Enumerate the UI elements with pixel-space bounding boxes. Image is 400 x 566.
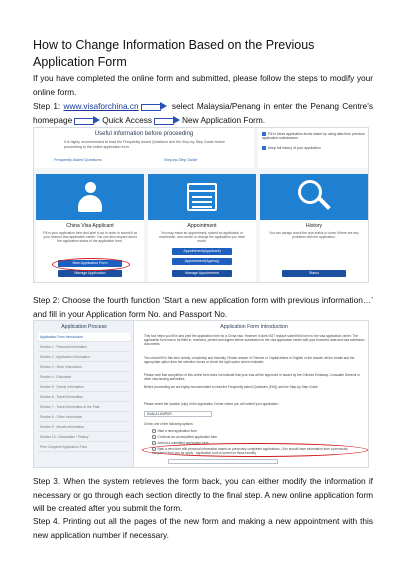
benefit-item: Fill in future application forms easier by using data from previous application submissions [262, 132, 365, 141]
sidebar-item[interactable]: Print Complete Application Form [38, 443, 130, 452]
useful-info-hint: It is highly recommended to read the Frequently Asked Questions and the Step-by-Step Guide before proceeding to the online application form. [64, 140, 225, 149]
step3-paragraph: Step 3. When the system retrieves the form back, you can either modify the information if necessary or go through each section directly to the final step. A new online application form will be created after you submit the form. [33, 476, 373, 513]
person-icon [76, 182, 104, 214]
step1-paragraph [33, 100, 373, 127]
highlight-oval [142, 443, 368, 457]
card-history [260, 174, 368, 282]
guide-link[interactable]: Step-by-Step Guide [164, 158, 198, 162]
card-description: Fill in your application form and print it out in order to submit it at your nearest visa application center. You can also enquire about the application status of the application form. [43, 231, 137, 244]
sidebar-item[interactable]: Section 8 : Other Information [38, 413, 130, 422]
option-radio[interactable]: Continue an uncompleted application form [152, 435, 217, 439]
option-radio[interactable]: Start a new application form [152, 429, 197, 433]
highlight-oval [52, 258, 130, 271]
option-radio[interactable]: Amend a submitted application form [152, 441, 208, 445]
card-title: History [305, 223, 323, 229]
card-title: China Visa Applicant [66, 223, 114, 229]
check-icon [262, 146, 266, 150]
intro-paragraph: If you have completed the online form and submitted, please follow the steps to modify your online form. [33, 73, 373, 97]
arrow-icon [74, 117, 100, 124]
sidebar-item[interactable]: Section 1 : Personal Information [38, 343, 130, 352]
step2-paragraph: Step 2: Choose the fourth function ‘Start a new application form with previous information…’ and fill in your Application form No. and Passport No. [33, 295, 373, 319]
step1-part3: New Application Form. [182, 114, 266, 125]
search-icon [298, 180, 330, 214]
sidebar-item[interactable]: Application Form Introduction [38, 333, 130, 342]
sidebar-item[interactable]: Section 7 : Travel Information in the Past [38, 403, 130, 412]
arrow-icon [154, 117, 180, 124]
passport-input[interactable] [168, 459, 278, 464]
sidebar-item[interactable]: Section 10 : Declaration / Privacy [38, 433, 130, 442]
options-prompt: Check one of the following options: [144, 422, 194, 426]
application-intro-screenshot [33, 320, 369, 468]
radio-icon [152, 429, 156, 433]
useful-info-panel [34, 128, 254, 168]
manage-appointment-button[interactable]: Manage Appointment [172, 270, 232, 277]
card-description: You may make an appointment, submit an application or reschedule, and cancel or change the application you have made. [159, 231, 245, 244]
location-prompt: Please select the location (city) of the Application Center where you will submit your application : [144, 402, 280, 406]
sidebar-item[interactable]: Section 4 : Education [38, 373, 130, 382]
intro-header: Application Form Introduction [220, 324, 288, 330]
faq-link[interactable]: Frequently Asked Questions [54, 158, 102, 162]
manage-application-button[interactable]: Manage Application [58, 270, 122, 277]
sidebar-item[interactable]: Section 9 : Morale Information [38, 423, 130, 432]
appointment-agency-button[interactable]: Appointment(Agency) [172, 258, 232, 265]
sidebar-item[interactable]: Section 5 : Family Information [38, 383, 130, 392]
status-button[interactable]: Status [282, 270, 346, 277]
card-appointment [148, 174, 256, 282]
benefit-item: Keep full history of your application [262, 146, 366, 150]
useful-info-header: Useful information before proceeding [94, 131, 194, 137]
process-header: Application Process [61, 324, 107, 330]
location-select[interactable]: KUALA LUMPUR [144, 411, 212, 417]
step4-paragraph: Step 4. Printing out all the pages of the new form and making a new appointment with this new application number if necessary. [33, 516, 373, 540]
step1-part1: select Malaysia/Penang in enter the Penang Centre’s homepage [33, 101, 373, 125]
intro-text: Before proceeding we are highly recommended to read the Frequently Asked Questions (FAQ) and the Step-by-Step Guide. [144, 385, 319, 389]
step1-part2: Quick Access [102, 114, 153, 125]
arrow-icon [141, 103, 167, 110]
appointment-applicant-button[interactable]: Appointment(Applicant) [172, 248, 232, 255]
benefits-panel [258, 128, 369, 168]
intro-text: You should fill in this form clearly, completely and honestly. Please answer in Chinese or Capital letters in English or the answer will be invalid and the appropriate option from the selection boxes or check the right option where indicated. [144, 356, 355, 364]
page-title: How to Change Information Based on the Previous Application Form [33, 38, 315, 69]
intro-text: Please note that completion of this online form does not indicate that your visa will be approved or issued by the Chinese Embassy, Consulate General or other visa-issuing authorities. [144, 373, 360, 381]
process-sidebar [34, 321, 134, 468]
visaforchina-link[interactable]: www.visaforchina.cn [63, 101, 139, 111]
option-radio[interactable]: Start a new form with personal information based on previously completed applications. (You should have information from a previously completed form you for apply - application form is turned on those results) [152, 447, 348, 455]
homepage-screenshot [33, 127, 369, 283]
card-title: Appointment [187, 223, 217, 229]
sidebar-item[interactable]: Section 3 : Work Information [38, 363, 130, 372]
calendar-icon [187, 183, 217, 211]
card-hero [260, 174, 368, 220]
radio-icon [152, 441, 156, 445]
sidebar-item[interactable]: Section 6 : Travel Information [38, 393, 130, 402]
card-description: You can always check the visa status or know if there are any problems with the application. [269, 231, 359, 240]
card-hero [36, 174, 144, 220]
card-hero [148, 174, 256, 220]
step1-prefix: Step 1: [33, 101, 64, 111]
new-application-form-button[interactable]: New Application Form [58, 260, 122, 267]
intro-text: This tool helps you fill in and print the application form for a China visa. However it does NOT replace submit this form to the visa application center. The application form has to be filled in, reviewed, printed and signed before submission to the visa application center with your biometric data and visa admission documents. [144, 334, 365, 346]
radio-icon [152, 435, 156, 439]
sidebar-item[interactable]: Section 2 : Application Information [38, 353, 130, 362]
